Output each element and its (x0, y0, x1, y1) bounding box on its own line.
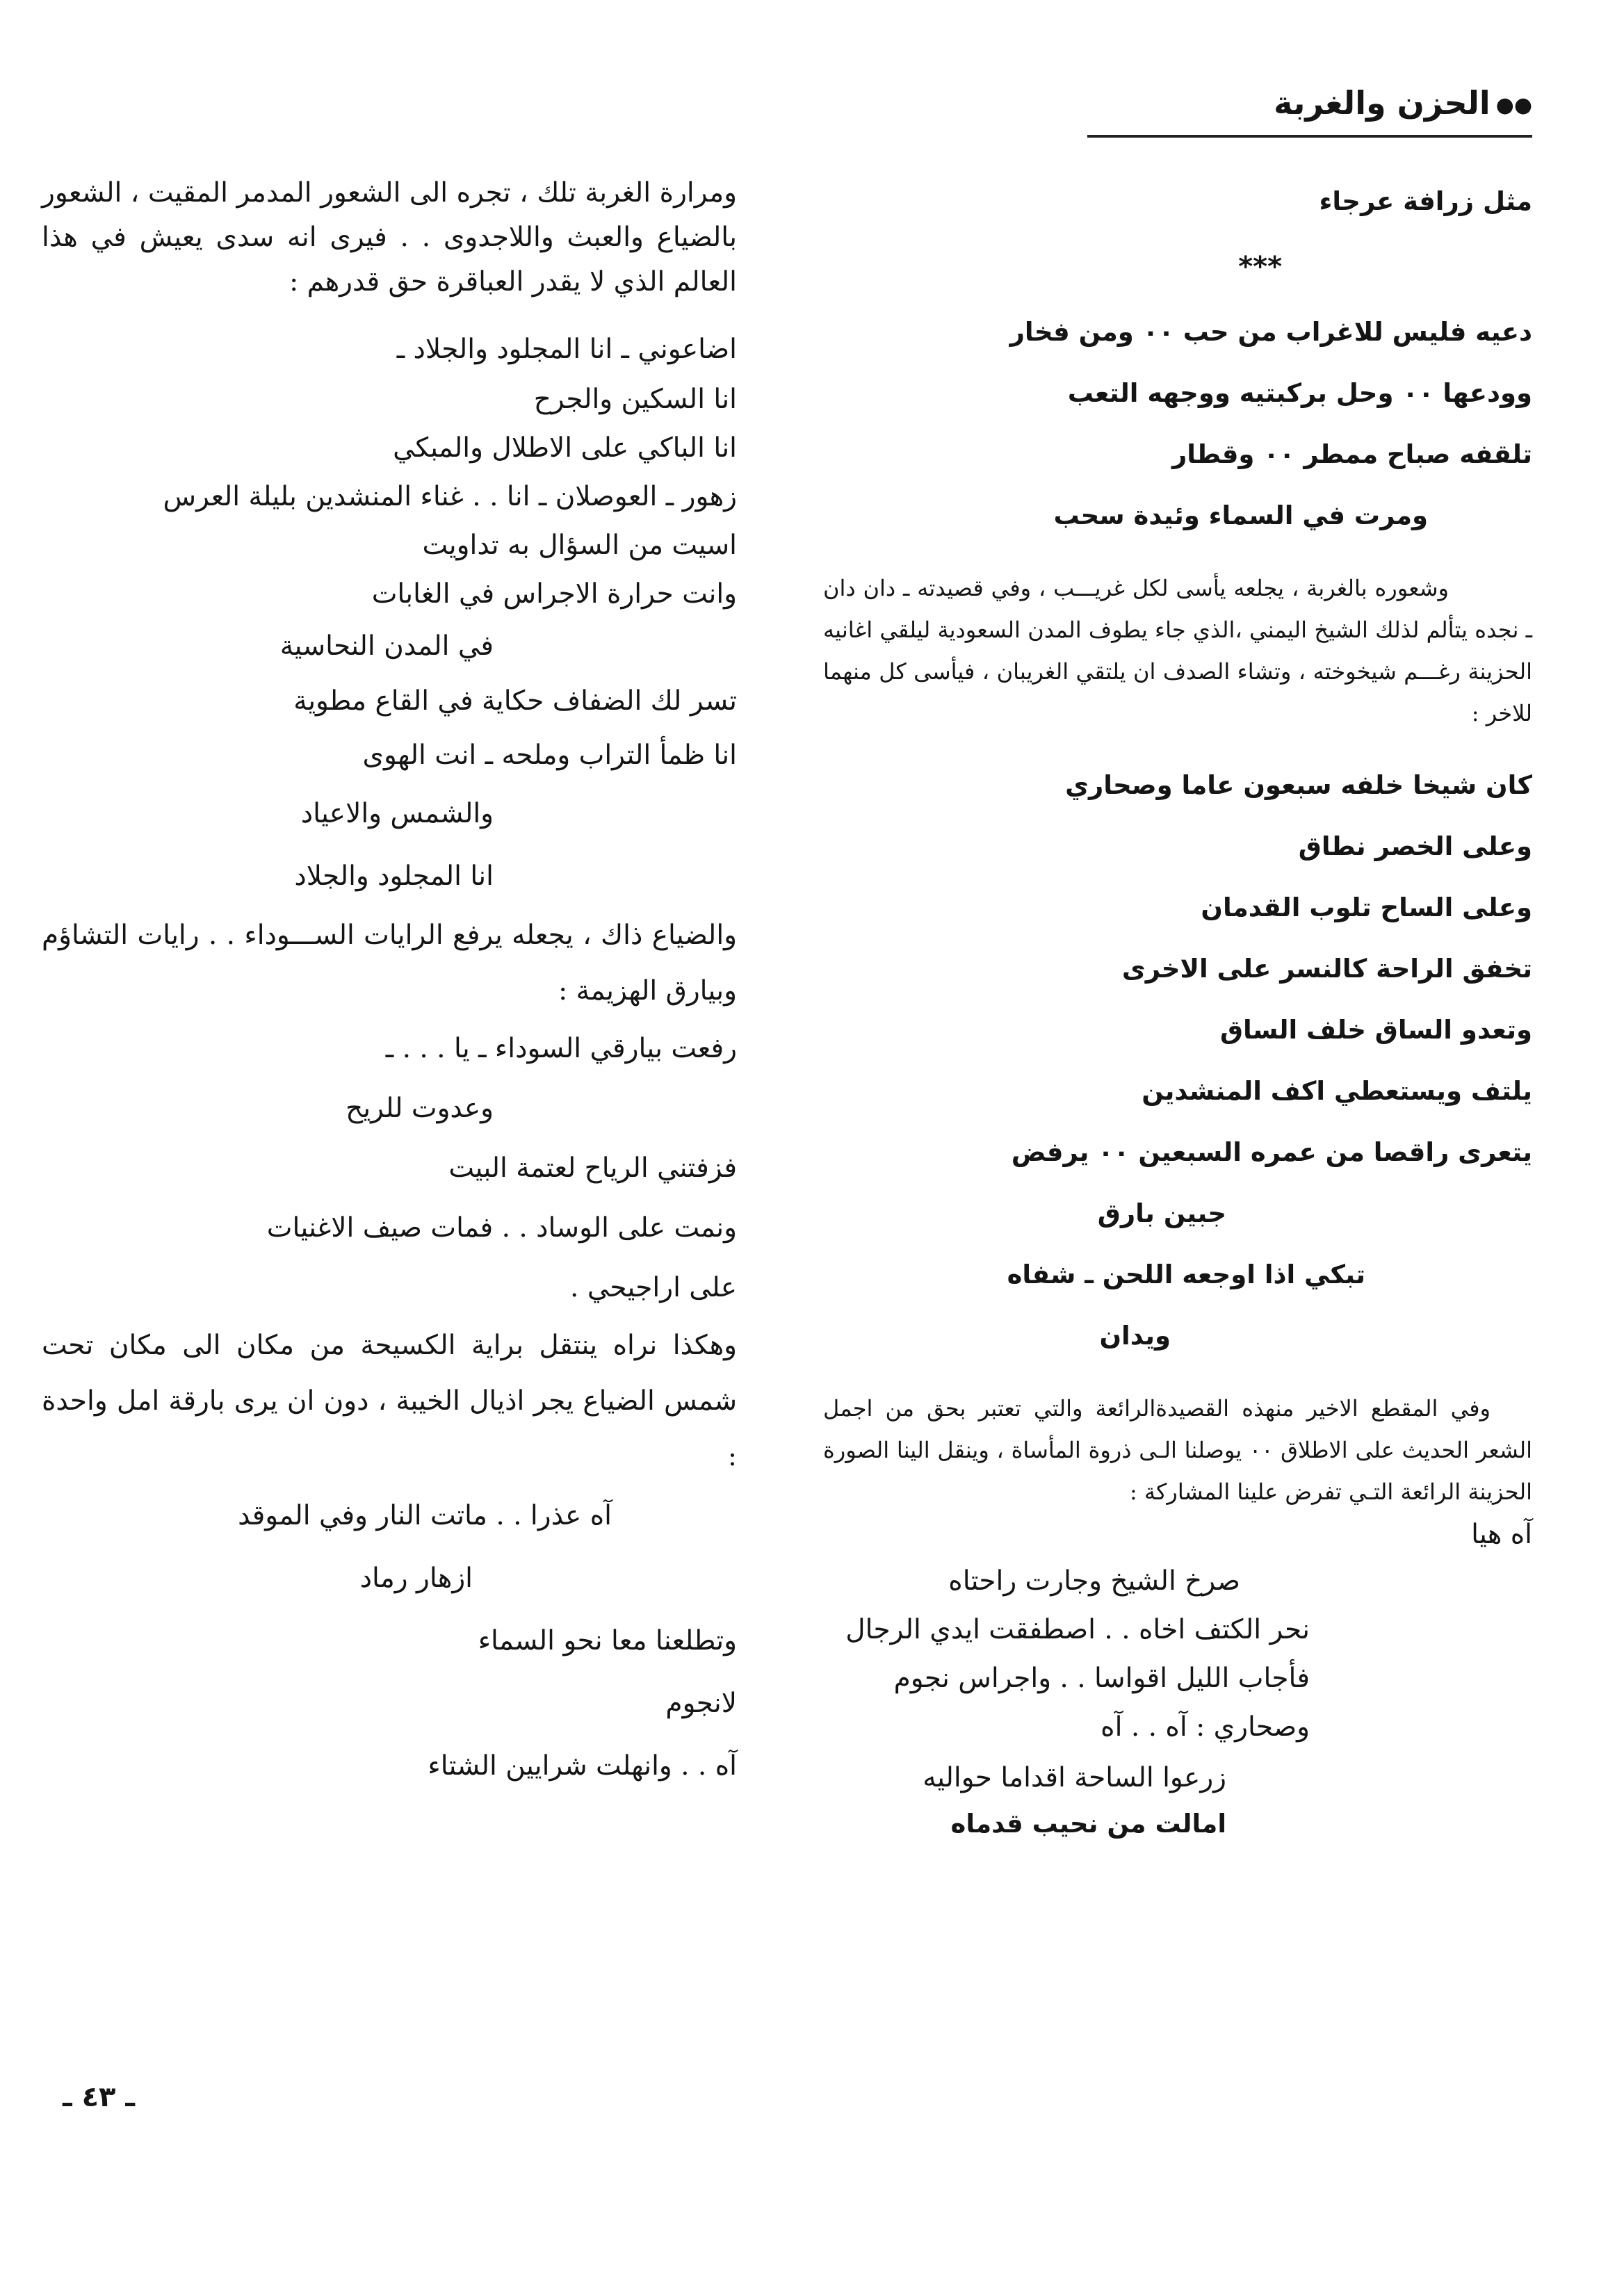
verse-line: جبين بارق (1097, 1198, 1226, 1228)
prose-paragraph: والضياع ذاك ، يجعله يرفع الرايات الســـوداء . . رايات التشاؤم وبيارق الهزيمة : (42, 920, 737, 1007)
verse-line: انا الباكي على الاطلال والمبكي (393, 432, 737, 464)
prose-paragraph: ومرارة الغربة تلك ، تجره الى الشعور المدمر المقيت ، الشعور بالضياع والعبث واللاجدوى . . فيرى انه سدى يعيش في هذا العالم الذي لا يقدر العباقرة حق قدرهم : (42, 177, 737, 298)
bullet-dots: ●● (1495, 92, 1532, 117)
verse-line: لانجوم (665, 1688, 737, 1719)
verse-line: نحر الكتف اخاه . . اصطفقت ايدي الرجال (845, 1614, 1310, 1645)
opening-verse-line: مثل زرافة عرجاء (1319, 186, 1532, 216)
verse-line: آه عذرا . . ماتت النار وفي الموقد (238, 1500, 612, 1531)
verse-line: زرعوا الساحة اقداما حواليه (923, 1762, 1226, 1793)
verse-line: اسيت من السؤال به تداويت (422, 530, 737, 561)
verse-line: اضاعوني ـ انا المجلود والجلاد ـ (396, 334, 737, 365)
verse-line: وانت حرارة الاجراس في الغابات (371, 578, 737, 610)
verse-line: ومرت في السماء وئيدة سحب (1053, 500, 1428, 530)
verse-line: وتطلعنا معا نحو السماء (478, 1625, 737, 1656)
verse-line: وصحاري : آه . . آه (1101, 1711, 1310, 1743)
verse-line: وودعها ٠٠ وحل بركبتيه ووجهه التعب (1067, 378, 1532, 408)
section-title (768, 82, 1532, 127)
verse-line: انا ظمأ التراب وملحه ـ انت الهوى (362, 740, 737, 771)
verse-line: ازهار رماد (359, 1563, 473, 1594)
stanza-2 (809, 755, 1532, 1367)
verse-line: ونمت على الوساد . . فمات صيف الاغنيات (266, 1212, 737, 1244)
section-title-text: الحزن والغربة (1274, 84, 1491, 122)
verse-line: انا السكين والجرح (533, 384, 737, 415)
left-column (42, 171, 737, 1798)
verse-line: على اراجيحي . (570, 1272, 737, 1303)
verse-line: وعلى الساح تلوب القدمان (1201, 893, 1532, 922)
page-header (768, 82, 1532, 138)
verse-line: دعيه فليس للاغراب من حب ٠٠ ومن فخار (1009, 317, 1532, 347)
verse-line: فأجاب الليل اقواسا . . واجراس نجوم (893, 1663, 1310, 1694)
verse-line: فزفتني الرياح لعتمة البيت (448, 1153, 737, 1184)
verse-line: يتعرى راقصا من عمره السبعين ٠٠ يرفض (1011, 1137, 1532, 1167)
verse-line: تخفق الراحة كالنسر على الاخرى (1121, 954, 1532, 984)
page-number: ـ ٤٣ ـ (63, 2081, 136, 2113)
verse-line: صرخ الشيخ وجارت راحتاه (948, 1565, 1240, 1597)
stanza-2 (42, 1019, 737, 1318)
header-rule (1087, 135, 1532, 138)
stanza-1 (42, 324, 737, 908)
verse-line: امالت من نحيب قدماه (950, 1809, 1226, 1839)
verse-line: رفعت بيارقي السوداء ـ يا . . . ـ (385, 1033, 737, 1064)
stanza-1 (809, 302, 1532, 546)
verse-line: وتعدو الساق خلف الساق (1219, 1015, 1532, 1045)
section-divider-stars: *** (1238, 251, 1282, 283)
verse-line: انا المجلود والجلاد (294, 861, 494, 892)
prose-paragraph: وهكذا نراه ينتقل براية الكسيحة من مكان الى مكان تحت شمس الضياع يجر اذيال الخيبة ، دون ان يرى بارقة امل واحدة : (42, 1330, 737, 1472)
verse-line: والشمس والاعياد (300, 798, 494, 829)
stanza-3 (809, 1513, 1532, 1843)
verse-line: تبكي اذا اوجعه اللحن ـ شفاه (1007, 1260, 1365, 1289)
verse-line: تلقفه صباح ممطر ٠٠ وقطار (1171, 439, 1532, 469)
right-column (809, 171, 1532, 1843)
verse-line: ويدان (1099, 1321, 1171, 1351)
verse-line: في المدن النحاسية (279, 630, 494, 662)
verse-line: زهور ـ العوصلان ـ انا . . غناء المنشدين بليلة العرس (163, 481, 737, 512)
stanza-3 (42, 1485, 737, 1798)
verse-line: آه . . وانهلت شرايين الشتاء (428, 1750, 737, 1782)
verse-line: وعدوت للريح (346, 1093, 494, 1124)
verse-line: تسر لك الضفاف حكاية في القاع مطوية (293, 685, 737, 717)
prose-paragraph: وفي المقطع الاخير منهذه القصيدةالرائعة والتي تعتبر بحق من اجمل الشعر الحديث على الاطلاق ٠٠ يوصلنا الـى ذروة المأساة ، وينقل الينا الصورة الحزينة الرائعة التـي تفرض علينا المشاركة : (823, 1395, 1533, 1505)
verse-line: وعلى الخصر نطاق (1298, 831, 1532, 861)
prose-paragraph: وشعوره بالغربة ، يجلعه يأسى لكل غريـــب ، وفي قصيدته ـ دان دان ـ نجده يتألم لذلك الشيخ اليمني ،الذي جاء يطوف المدن السعودية ليلقي اغانيه الحزينة رغـــم شيخوخته ، وتشاء الصدف ان يلتقي الغريبان ، فيأسى كل منهما للاخر : (823, 575, 1532, 726)
verse-line: كان شيخا خلفه سبعون عاما وصحاري (1065, 770, 1532, 800)
verse-line: آه هيا (1471, 1519, 1532, 1550)
verse-line: يلتف ويستعطي اكف المنشدين (1142, 1076, 1532, 1106)
